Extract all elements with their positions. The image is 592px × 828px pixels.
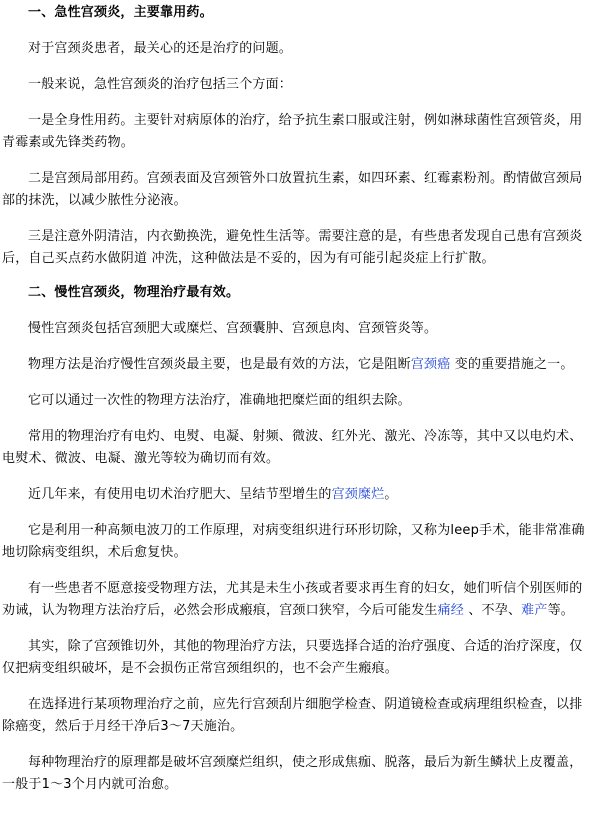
paragraph-with-link [0, 354, 592, 376]
paragraph: 在选择进行某项物理治疗之前，应先行宫颈刮片细胞学检查、阴道镜检查或病理组织检查，以排除癌变，然后于月经干净后3～7天施治。 [2, 697, 583, 734]
paragraph-text: 、不孕、 [464, 603, 522, 618]
paragraph-text: 物理方法是治疗慢性宫颈炎最主要，也是最有效的方法，它是阻断 [28, 357, 411, 372]
paragraph: 三是注意外阴清洁，内衣勤换洗，避免性生活等。需要注意的是，有些患者发现自己患有宫颈炎后，自己买点药水做阴道 冲洗，这种做法是不妥的，因为有可能引起炎症上行扩散。 [2, 229, 583, 266]
paragraph: 慢性宫颈炎包括宫颈肥大或糜烂、宫颈囊肿、宫颈息肉、宫颈管炎等。 [28, 321, 438, 336]
paragraph: 它是利用一种高频电波刀的工作原理，对病变组织进行环形切除，又称为leep手术，能非常准确地切除病变组织，术后愈复快。 [2, 523, 585, 560]
paragraph-with-links [0, 578, 592, 622]
paragraph-text: 变的重要措施之一。 [450, 357, 574, 372]
link-dystocia[interactable]: 难产 [521, 603, 548, 618]
link-cervical-erosion[interactable]: 宫颈糜烂 [331, 487, 385, 502]
paragraph: 二是宫颈局部用药。宫颈表面及宫颈管外口放置抗生素，如四环素、红霉素粉剂。酌情做宫颈局部的抹洗，以减少脓性分泌液。 [2, 171, 583, 208]
paragraph-text: 。 [384, 487, 398, 502]
section-heading-chronic: 二、慢性宫颈炎，物理治疗最有效。 [28, 285, 240, 300]
link-dysmenorrhea[interactable]: 痛经 [437, 603, 465, 618]
paragraph: 一是全身性用药。主要针对病原体的治疗，给予抗生素口服或注射，例如淋球菌性宫颈管炎，用青霉素或先锋类药物。 [2, 113, 583, 150]
section-heading-acute: 一、急性宫颈炎，主要靠用药。 [28, 5, 213, 20]
paragraph-text: 近几年来，有使用电切术治疗肥大、呈结节型增生的 [28, 487, 332, 502]
paragraph: 每种物理治疗的原理都是破坏宫颈糜烂组织，使之形成焦痂、脱落，最后为新生鳞状上皮覆盖，一般于1～3个月内就可治愈。 [2, 755, 583, 792]
paragraph-with-link [0, 484, 592, 506]
paragraph: 它可以通过一次性的物理方法治疗，准确地把糜烂面的组织去除。 [28, 393, 411, 408]
link-cervical-cancer[interactable]: 宫颈癌 [410, 357, 451, 372]
paragraph: 一般来说，急性宫颈炎的治疗包括三个方面： [28, 77, 293, 92]
paragraph: 常用的物理治疗有电灼、电熨、电凝、射频、微波、红外光、激光、冷冻等，其中又以电灼术、电熨术、微波、电凝、激光等较为确切而有效。 [2, 429, 583, 466]
paragraph: 对于宫颈炎患者，最关心的还是治疗的问题。 [28, 41, 293, 56]
paragraph-text: 有一些患者不愿意接受物理方法，尤其是未生小孩或者要求再生育的妇女，她们听信个别医师的劝诫，认为物理方法治疗后，必然会形成瘢痕，宫颈口狭窄，今后可能发生 [2, 581, 583, 618]
paragraph: 其实，除了宫颈锥切外，其他的物理治疗方法，只要选择合适的治疗强度、合适的治疗深度，仅仅把病变组织破坏，是不会损伤正常宫颈组织的，也不会产生瘢痕。 [2, 639, 583, 676]
paragraph-text: 等。 [547, 603, 574, 618]
article-body [0, 2, 592, 796]
